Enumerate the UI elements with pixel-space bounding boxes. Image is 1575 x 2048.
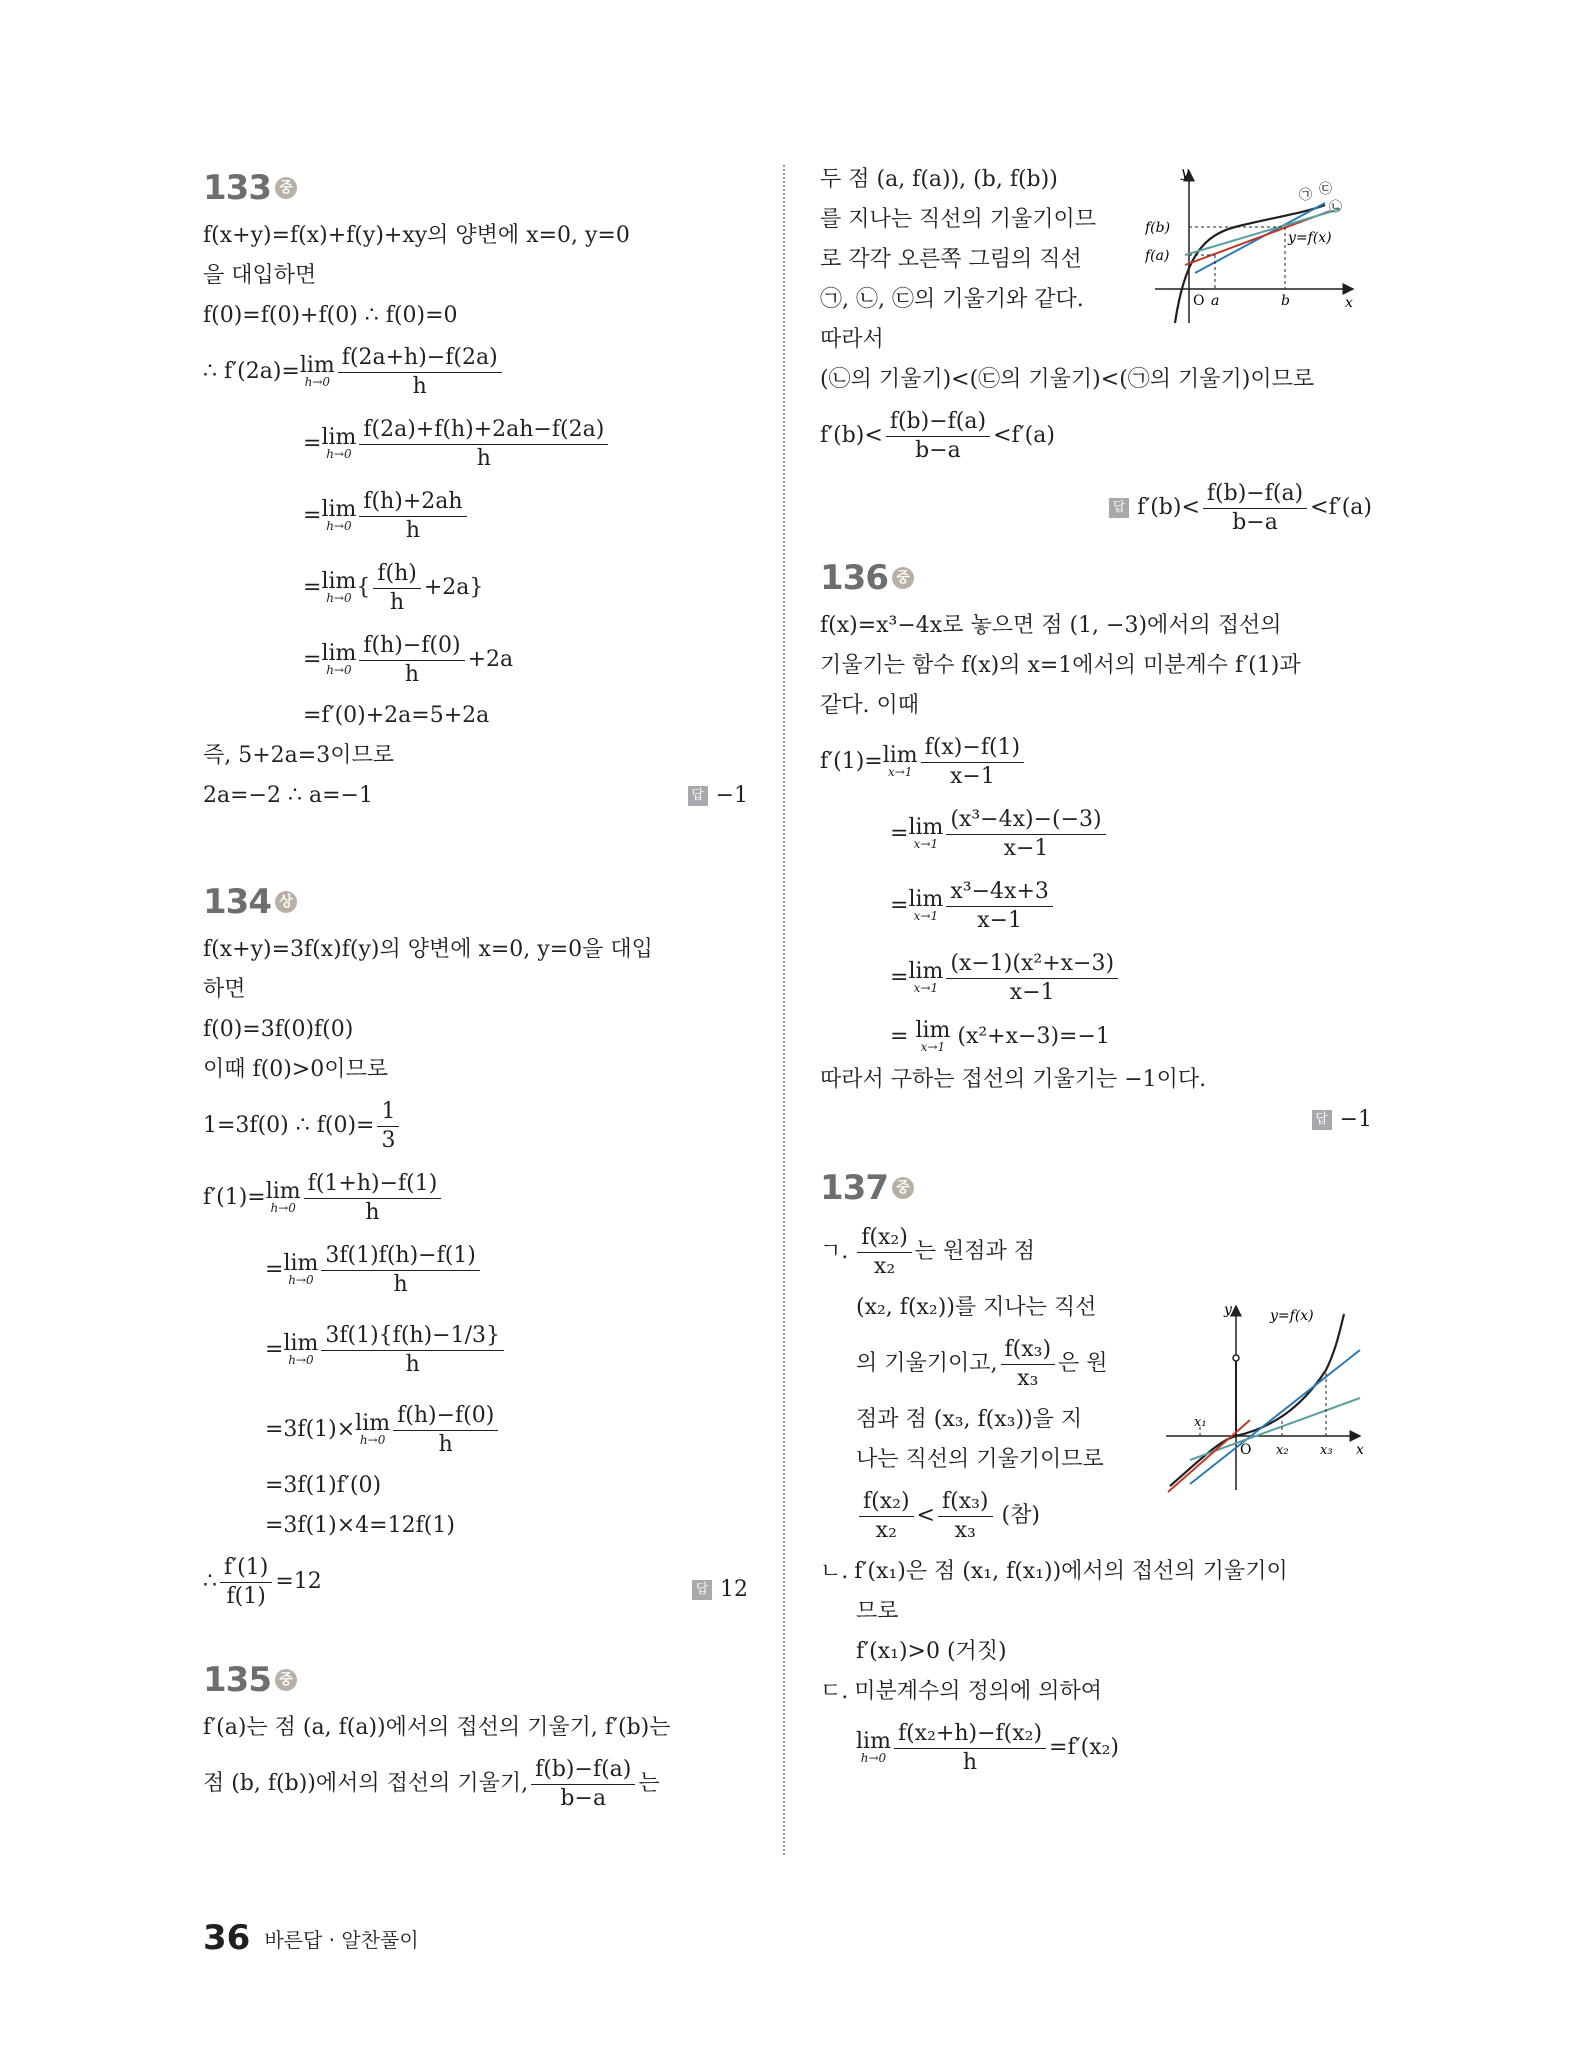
fraction <box>946 950 1118 1007</box>
item-d <box>820 1672 1372 1712</box>
x3-label: x₃ <box>1320 1443 1333 1458</box>
text-line: 두 점 (a, f(a)), (b, f(b)) <box>820 167 1058 192</box>
problem-number: 133 <box>203 168 271 208</box>
text-line: 을 대입하면 <box>203 263 317 288</box>
limit <box>908 887 944 923</box>
text-line: 점과 점 (x₃, f(x₃))을 지 <box>856 1407 1083 1432</box>
lim-sub: h→0 <box>326 447 352 461</box>
step-suffix: =f′(x₂) <box>1049 1735 1120 1760</box>
denominator: b−a <box>560 1785 607 1811</box>
lim-text: lim <box>908 887 944 912</box>
text-segment: 점 (b, f(b))에서의 접선의 기울기, <box>203 1771 529 1796</box>
numerator: f(b)−f(a) <box>1203 480 1307 509</box>
step-line: = lim h→0 $\frac{3f(1)f(h)-f(1)}{h}$ <box>203 1234 748 1306</box>
step-line <box>203 1394 748 1466</box>
answer-value: −1 <box>1339 1107 1372 1132</box>
denominator: b−a <box>915 437 961 463</box>
text-segment: 는 원점과 점 <box>914 1239 1036 1264</box>
numerator: f(h)−f(0) <box>393 1402 498 1431</box>
figure-137 <box>1160 1300 1372 1500</box>
text-line: 따라서 <box>820 327 884 352</box>
x1-label: x₁ <box>1194 1415 1207 1430</box>
open-point <box>1233 1355 1239 1361</box>
limit <box>856 1729 891 1765</box>
numerator: f(x)−f(1) <box>921 734 1024 763</box>
page-footer <box>203 1918 419 1958</box>
difficulty-badge: 중 <box>275 177 297 199</box>
denominator: x−1 <box>1003 835 1049 861</box>
lim-sub: h→0 <box>326 591 352 605</box>
answer <box>820 472 1372 544</box>
x-label: x <box>1356 1442 1364 1458</box>
fraction <box>359 488 466 545</box>
denominator: h <box>393 1271 408 1297</box>
numerator: f(b)−f(a) <box>886 408 990 437</box>
answer <box>820 1100 1372 1140</box>
step-line: = lim h→0 $\frac{f(2a)+f(h)+2ah-f(2a)}{h}$ <box>203 408 748 480</box>
limit <box>321 569 357 605</box>
step-line <box>820 400 1372 472</box>
denominator: x₂ <box>875 1517 897 1543</box>
curve-label: y=f(x) <box>1288 230 1332 246</box>
limit <box>882 743 918 779</box>
fraction <box>946 878 1053 935</box>
difficulty-badge: 중 <box>892 567 914 589</box>
limit <box>908 959 944 995</box>
numerator: f(x₂) <box>859 1488 914 1517</box>
denominator: h <box>405 517 421 543</box>
step-prefix: 1=3f(0) ∴ f(0)= <box>203 1113 375 1138</box>
step-suffix: +2a} <box>423 575 484 600</box>
less-than: < <box>916 1503 935 1528</box>
lim-text: lim <box>321 497 357 522</box>
step-prefix: =3f(1)× <box>265 1417 356 1442</box>
answer-badge: 답 <box>1312 1110 1332 1130</box>
text-line: 따라서 구하는 접선의 기울기는 −1이다. <box>820 1067 1207 1092</box>
fa-label: f(a) <box>1145 248 1170 264</box>
curve-label: y=f(x) <box>1270 1308 1314 1324</box>
limit <box>355 1411 391 1447</box>
denominator: h <box>404 661 420 687</box>
lim-text: lim <box>321 425 357 450</box>
text-segment: 의 기울기이고, <box>856 1351 998 1376</box>
problem-header <box>203 874 748 930</box>
step-line: = lim h→0 $\frac{f(h)+2ah}{h}$ <box>203 480 748 552</box>
lim-sub: x→1 <box>913 981 939 995</box>
denominator: x₂ <box>873 1253 896 1279</box>
problem-header <box>203 160 748 216</box>
fraction <box>377 1098 399 1155</box>
limit <box>283 1251 319 1287</box>
limit <box>915 1018 951 1054</box>
denominator: h <box>476 445 491 471</box>
item-g <box>820 1216 1372 1288</box>
denominator: x₃ <box>1017 1365 1039 1391</box>
lim-sub: h→0 <box>326 663 352 677</box>
step-line <box>203 1090 748 1162</box>
denominator: h <box>390 589 405 615</box>
right-column <box>820 160 1372 1784</box>
fraction <box>857 1224 912 1281</box>
text-line: (㉡의 기울기)<(㉢의 기울기)<(㉠의 기울기)이므로 <box>820 367 1315 392</box>
item-label: ㄷ. <box>820 1679 849 1704</box>
step-line: = lim x→1 (x²+x−3)=−1 <box>890 1018 1110 1054</box>
step-line: = lim x→1 $\frac{\text{(x³−4x)−(−3)}}{x-1}$ <box>820 798 1372 870</box>
line-3-label: ㉢ <box>1319 182 1333 197</box>
page-number: 36 <box>203 1918 251 1958</box>
text-segment: 는 <box>638 1771 660 1796</box>
fraction <box>220 1554 272 1611</box>
limit <box>321 497 357 533</box>
text-line <box>203 776 748 816</box>
lim-sub: h→0 <box>270 1201 296 1215</box>
lim-sub: h→0 <box>288 1353 314 1367</box>
problem-134 <box>203 874 748 1618</box>
conclusion: 2a=−2 ∴ a=−1 <box>203 783 373 808</box>
text-line: 로 각각 오른쪽 그림의 직선 <box>820 247 1082 272</box>
numerator: f(2a+h)−f(2a) <box>338 344 502 373</box>
numerator: (x³−4x)−(−3) <box>946 806 1105 835</box>
problem-header <box>820 550 1372 606</box>
fraction <box>393 1402 498 1459</box>
step-line: =3f(1)×4=12f(1) <box>265 1513 455 1538</box>
fraction <box>321 1242 480 1299</box>
curve <box>1170 1314 1344 1486</box>
lim-text: lim <box>283 1251 319 1276</box>
problem-number: 137 <box>820 1168 888 1208</box>
denominator: b−a <box>1232 509 1278 535</box>
lim-text: lim <box>908 815 944 840</box>
problem-header <box>203 1652 748 1708</box>
limit <box>321 425 357 461</box>
step-prefix: f′(1)= <box>820 749 883 774</box>
text-line: f(x)=x³−4x로 놓으면 점 (1, −3)에서의 접선의 <box>820 613 1282 638</box>
lim-sub: h→0 <box>326 519 352 533</box>
answer-badge: 답 <box>688 786 708 806</box>
step-line <box>203 336 748 408</box>
step-prefix: f′(b)< <box>820 423 883 448</box>
difficulty-badge: 상 <box>275 891 297 913</box>
origin-label: O <box>1193 293 1205 309</box>
text-line: 를 지나는 직선의 기울기이므 <box>820 207 1097 232</box>
therefore: ∴ <box>203 1569 217 1594</box>
lim-text: lim <box>283 1331 319 1356</box>
step-suffix: +2a <box>467 647 514 672</box>
text-line: f′(a)는 점 (a, f(a))에서의 접선의 기울기, f′(b)는 <box>203 1715 671 1740</box>
lim-text: lim <box>355 1411 391 1436</box>
step-suffix: (x²+x−3)=−1 <box>957 1024 1110 1049</box>
fraction <box>886 408 990 465</box>
lim-sub: h→0 <box>288 1273 314 1287</box>
answer-badge: 답 <box>1109 498 1129 518</box>
answer-suffix: <f′(a) <box>1310 495 1372 520</box>
text-line: f(0)=3f(0)f(0) <box>203 1017 354 1042</box>
step-line: = lim h→0 { $\frac{f(h)}{h}$ +2a} <box>303 560 484 615</box>
y-label: y <box>1181 165 1189 181</box>
denominator: h <box>412 373 427 399</box>
denominator: x−1 <box>1009 979 1055 1005</box>
text-line: 즉, 5+2a=3이므로 <box>203 743 394 768</box>
numerator: f(x₃) <box>938 1488 993 1517</box>
x2-label: x₂ <box>1276 1443 1289 1458</box>
numerator: f(x₂) <box>857 1224 912 1253</box>
problem-header <box>820 1160 1372 1216</box>
step-line <box>820 1712 1372 1784</box>
step-line: = lim x→1 $\frac{\text{(x−1)(x²+x−3)}}{x-1}$ <box>820 942 1372 1014</box>
lim-text: lim <box>915 1018 951 1043</box>
numerator: x³−4x+3 <box>946 878 1053 907</box>
problem-136 <box>820 550 1372 1140</box>
lim-sub: x→1 <box>920 1040 946 1054</box>
text-line: f′(x₁)>0 (거짓) <box>856 1639 1007 1664</box>
fraction <box>894 1720 1046 1777</box>
numerator: 3f(1)f(h)−f(1) <box>321 1242 480 1271</box>
step-line: = lim x→1 $\frac{\text{x³−4x+3}}{x-1}$ <box>820 870 1372 942</box>
numerator: f(x₂+h)−f(x₂) <box>894 1720 1046 1749</box>
fraction <box>359 416 608 473</box>
tangent-x1 <box>1168 1420 1250 1492</box>
limit <box>299 353 335 389</box>
problem-135 <box>203 1652 748 1820</box>
numerator: f(h)−f(0) <box>359 632 464 661</box>
lim-text: lim <box>265 1179 301 1204</box>
fraction <box>304 1170 442 1227</box>
text-line: ㉠, ㉡, ㉢의 기울기와 같다. <box>820 287 1084 312</box>
step-line: = lim h→0 $\frac{3f(1)\{f(h)-1/3\}}{h}$ <box>203 1306 748 1394</box>
step-suffix: <f′(a) <box>993 423 1055 448</box>
numerator: (x−1)(x²+x−3) <box>946 950 1118 979</box>
item-label: ㄱ. <box>820 1239 849 1264</box>
limit <box>321 641 357 677</box>
lim-sub: h→0 <box>860 1751 887 1765</box>
step-line <box>820 726 1372 798</box>
lim-sub: h→0 <box>304 375 331 389</box>
step-line <box>203 1162 748 1234</box>
difficulty-badge: 중 <box>275 1669 297 1691</box>
text-line: 기울기는 함수 f(x)의 x=1에서의 미분계수 f′(1)과 <box>820 653 1301 678</box>
denominator: x₃ <box>954 1517 976 1543</box>
text-line: (x₂, f(x₂))를 지나는 직선 <box>856 1295 1097 1320</box>
answer-prefix: f′(b)< <box>1137 495 1200 520</box>
text-segment: 은 원 <box>1058 1351 1108 1376</box>
fraction <box>1203 480 1307 537</box>
lim-text: lim <box>321 641 357 666</box>
item-label: ㄴ. <box>820 1559 849 1584</box>
fraction <box>946 806 1105 863</box>
lim-text: lim <box>856 1729 891 1754</box>
numerator: f(2a)+f(h)+2ah−f(2a) <box>359 416 608 445</box>
text-line: f(0)=f(0)+f(0) ∴ f(0)=0 <box>203 303 458 328</box>
text-line: 하면 <box>203 977 246 1002</box>
numerator: f(x₃) <box>1001 1336 1056 1365</box>
y-label: y <box>1224 1302 1232 1318</box>
denominator: f(1) <box>226 1583 266 1609</box>
book-title: 바른답 · 알찬풀이 <box>264 1927 419 1952</box>
fraction <box>921 734 1024 791</box>
text-line: 이때 f(0)>0이므로 <box>203 1057 388 1082</box>
step-line: =f′(0)+2a=5+2a <box>303 703 490 728</box>
denominator: h <box>438 1431 453 1457</box>
denominator: x−1 <box>949 763 995 789</box>
limit <box>265 1179 301 1215</box>
lim-sub: x→1 <box>913 837 939 851</box>
answer <box>692 1562 748 1618</box>
answer-value: −1 <box>715 783 748 808</box>
fraction <box>938 1488 993 1545</box>
text-line: 나는 직선의 기울기이므로 <box>856 1447 1104 1472</box>
lim-text: lim <box>908 959 944 984</box>
line-1-label: ㉠ <box>1299 188 1313 203</box>
fraction <box>1001 1336 1056 1393</box>
text-line <box>203 1748 748 1820</box>
numerator: 1 <box>377 1098 399 1127</box>
fraction <box>359 632 464 689</box>
a-label: a <box>1211 293 1220 309</box>
lim-sub: x→1 <box>913 909 939 923</box>
step-prefix: ∴ f′(2a)= <box>203 359 300 384</box>
numerator: f(h) <box>373 560 420 589</box>
text-line: f(x+y)=f(x)+f(y)+xy의 양변에 x=0, y=0 <box>203 223 630 248</box>
lim-sub: x→1 <box>887 765 913 779</box>
numerator: f(1+h)−f(1) <box>304 1170 442 1199</box>
fraction <box>373 560 420 617</box>
numerator: f(h)+2ah <box>359 488 466 517</box>
column-divider <box>783 165 785 1855</box>
numerator: f′(1) <box>220 1554 272 1583</box>
denominator: h <box>365 1199 380 1225</box>
difficulty-badge: 중 <box>892 1177 914 1199</box>
lim-sub: h→0 <box>359 1433 386 1447</box>
step-line: =3f(1)f′(0) <box>265 1473 382 1498</box>
fraction <box>531 1756 635 1813</box>
verdict: (참) <box>1001 1503 1040 1528</box>
fraction <box>338 344 502 401</box>
denominator: h <box>962 1749 978 1775</box>
limit <box>908 815 944 851</box>
step-line: = lim h→0 $\frac{f(h)-f(0)}{h}$ +2a <box>303 632 514 687</box>
origin-label: O <box>1240 1442 1252 1458</box>
fb-label: f(b) <box>1145 220 1171 236</box>
answer <box>688 776 748 816</box>
text-line: 같다. 이때 <box>820 693 919 718</box>
denominator: x−1 <box>977 907 1023 933</box>
answer-badge: 답 <box>692 1580 712 1600</box>
problem-number: 134 <box>203 882 271 922</box>
numerator: 3f(1){f(h)−1/3} <box>321 1322 504 1351</box>
line-origin-x3 <box>1190 1350 1360 1484</box>
step-line <box>203 1546 748 1618</box>
fraction <box>859 1488 914 1545</box>
text-line: 므로 <box>856 1599 899 1624</box>
fraction <box>321 1322 504 1379</box>
line-2-label: ㉡ <box>1329 200 1343 215</box>
lim-text: lim <box>321 569 357 594</box>
text-segment: f′(x₁)은 점 (x₁, f(x₁))에서의 접선의 기울기이 <box>854 1559 1288 1584</box>
figure-135 <box>1145 165 1365 325</box>
text-line: f(x+y)=3f(x)f(y)의 양변에 x=0, y=0을 대입 <box>203 937 653 962</box>
lim-text: lim <box>882 743 918 768</box>
problem-number: 135 <box>203 1660 271 1700</box>
numerator: f(b)−f(a) <box>531 1756 635 1785</box>
denominator: 3 <box>381 1127 396 1153</box>
limit <box>283 1331 319 1367</box>
problem-number: 136 <box>820 558 888 598</box>
text-segment: 미분계수의 정의에 의하여 <box>854 1679 1103 1704</box>
problem-133 <box>203 160 748 816</box>
step-prefix: f′(1)= <box>203 1185 266 1210</box>
b-label: b <box>1281 293 1290 309</box>
denominator: h <box>405 1351 420 1377</box>
item-n <box>820 1552 1372 1592</box>
step-suffix: =12 <box>275 1569 322 1594</box>
x-label: x <box>1345 295 1353 311</box>
lim-text: lim <box>299 353 335 378</box>
answer-value: 12 <box>720 1577 748 1602</box>
left-column <box>203 160 748 1820</box>
